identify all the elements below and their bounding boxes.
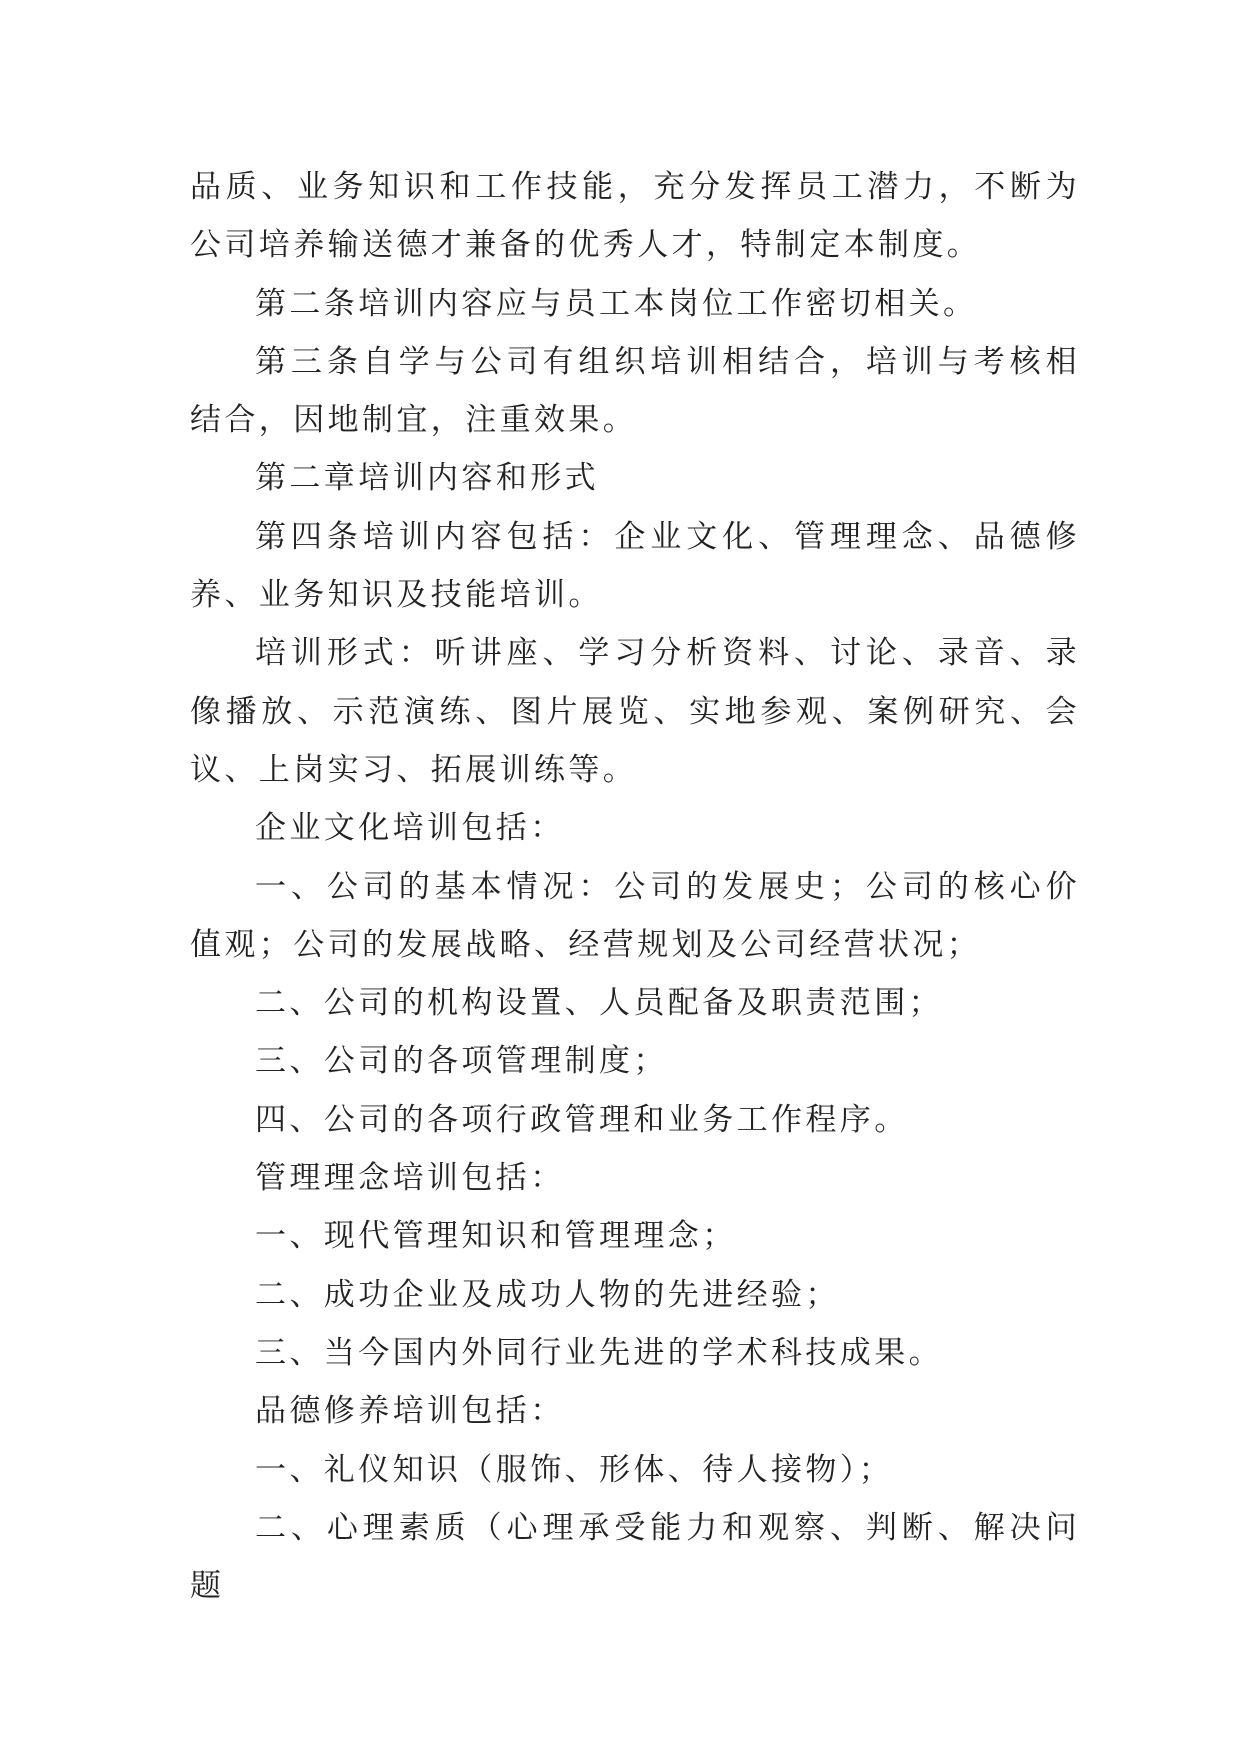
heading-management-training: 管理理念培训包括： [255,1160,565,1197]
chapter-2-heading: 第二章培训内容和形式 [255,460,599,497]
list-item-culture-2: 二、公司的机构设置、人员配备及职责范围； [255,985,943,1022]
heading-character-training: 品德修养培训包括： [255,1393,565,1430]
list-item-management-3: 三、当今国内外同行业先进的学术科技成果。 [255,1334,943,1371]
heading-culture-training: 企业文化培训包括： [255,810,565,847]
list-item-management-2: 二、成功企业及成功人物的先进经验； [255,1276,840,1313]
paragraph-article-4: 第四条培训内容包括：企业文化、管理理念、品德修养、业务知识及技能培训。 [190,518,1080,614]
paragraph-article-2: 第二条培训内容应与员工本岗位工作密切相关。 [255,285,978,322]
list-item-character-2: 二、心理素质（心理承受能力和观察、判断、解决问题 [190,1509,1080,1605]
paragraph-article-3: 第三条自学与公司有组织培训相结合，培训与考核相结合，因地制宜，注重效果。 [190,343,1080,439]
paragraph-training-forms: 培训形式：听讲座、学习分析资料、讨论、录音、录像播放、示范演练、图片展览、实地参观、案例研究、会议、上岗实习、拓展训练等。 [190,635,1080,788]
list-item-character-1: 一、礼仪知识（服饰、形体、待人接物）； [255,1451,894,1488]
list-item-culture-3: 三、公司的各项管理制度； [255,1043,668,1080]
paragraph-purpose-continuation: 品质、业务知识和工作技能，充分发挥员工潜力，不断为公司培养输送德才兼备的优秀人才，特制定本制度。 [190,169,1080,264]
list-item-culture-1: 一、公司的基本情况：公司的发展史；公司的核心价值观；公司的发展战略、经营规划及公司经营状况； [190,868,1080,963]
document-body [190,158,1080,1615]
list-item-culture-4: 四、公司的各项行政管理和业务工作程序。 [255,1101,909,1138]
list-item-management-1: 一、现代管理知识和管理理念； [255,1218,737,1255]
